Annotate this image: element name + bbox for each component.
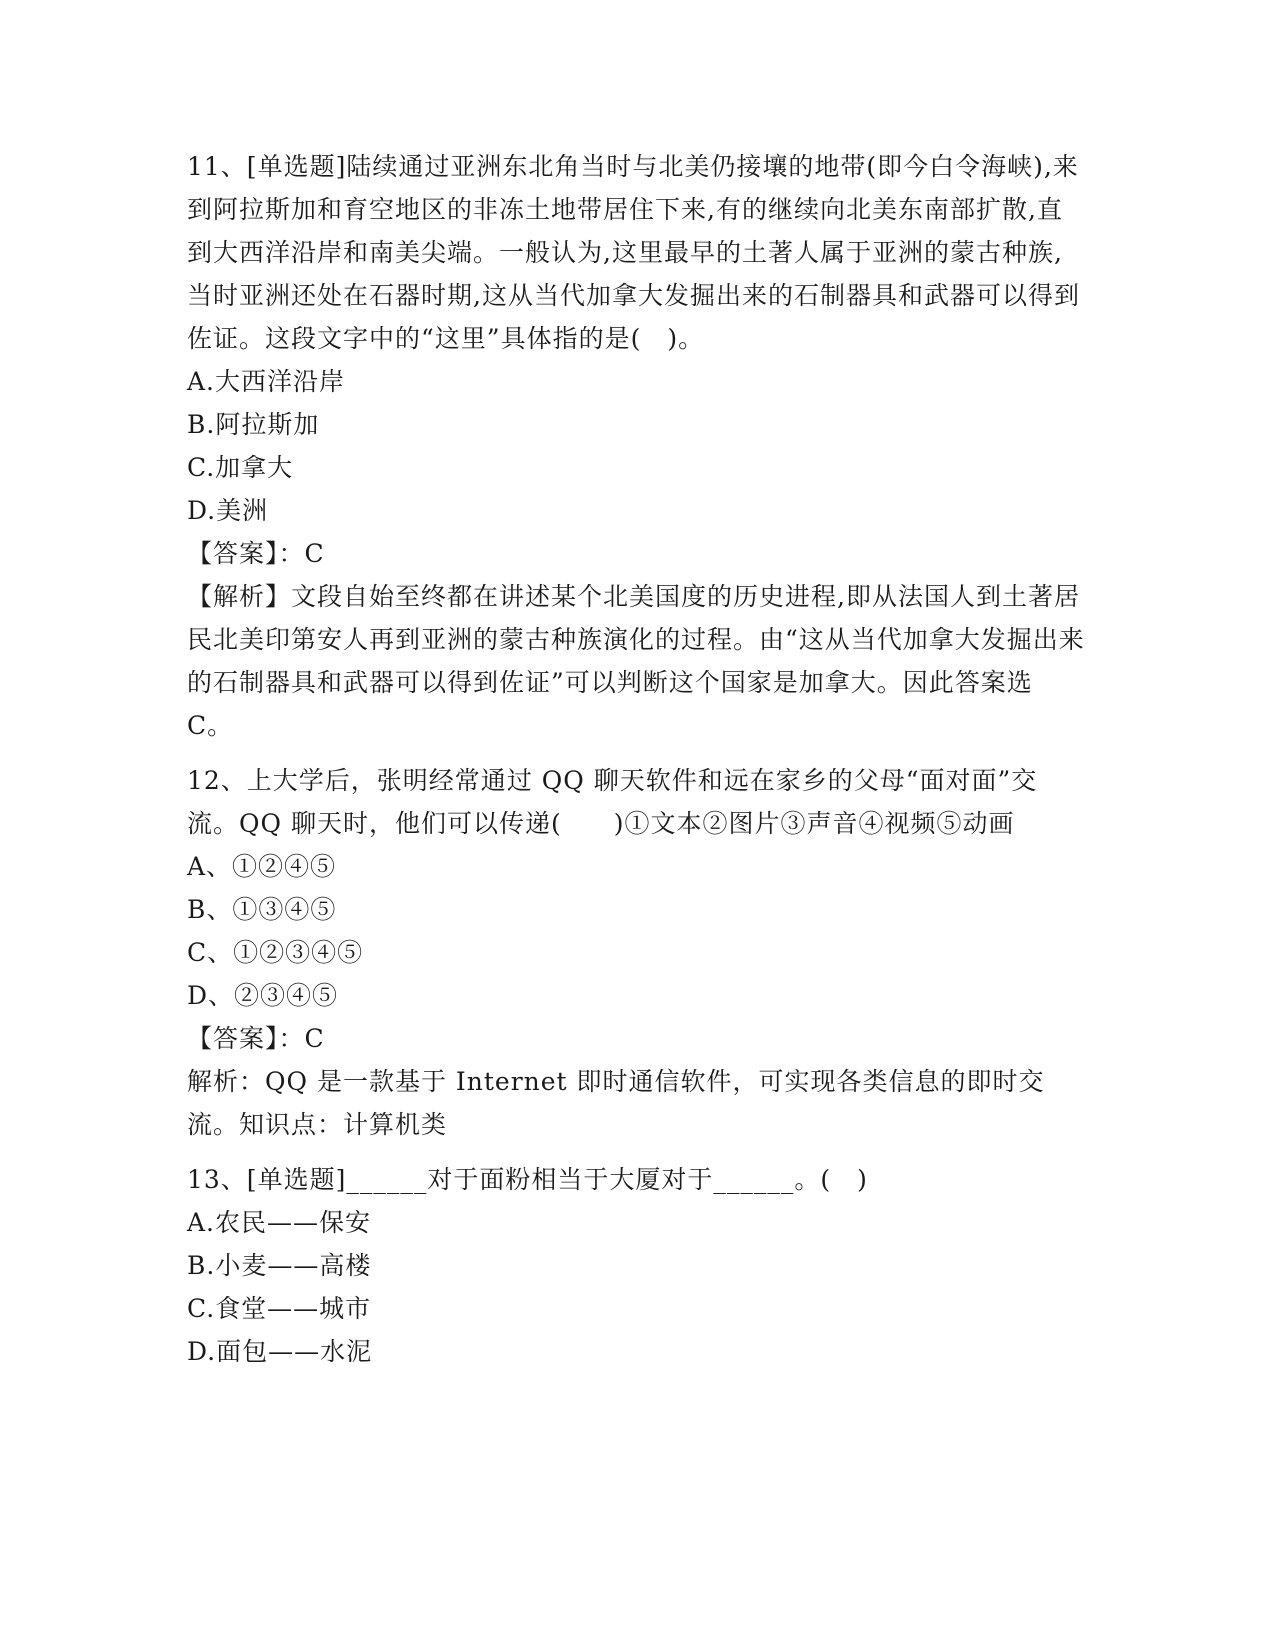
option-b: B.阿拉斯加 xyxy=(187,410,320,439)
option-d: D、②③④⑤ xyxy=(187,981,339,1010)
analysis-text: 【解析】文段自始至终都在讲述某个北美国度的历史进程,即从法国人到土著居民北美印第安人再到亚洲的蒙古种族演化的过程。由“这从当代加拿大发掘出来的石制器具和武器可以得到佐证”可以判断这个国家是加拿大。因此答案选 C。 xyxy=(187,582,1085,740)
question-spacer xyxy=(187,747,1087,759)
question-11 xyxy=(187,145,1087,747)
option-d: D.美洲 xyxy=(187,496,269,525)
question-stem: 13、[单选题]______对于面粉相当于大厦对于______。( ) xyxy=(187,1165,868,1194)
option-c: C、①②③④⑤ xyxy=(187,938,364,967)
question-13 xyxy=(187,1158,1087,1373)
question-stem: 12、上大学后，张明经常通过 QQ 聊天软件和远在家乡的父母“面对面”交流。QQ 聊天时，他们可以传递( )①文本②图片③声音④视频⑤动画 xyxy=(187,766,1038,838)
option-c: C.加拿大 xyxy=(187,453,294,482)
option-d: D.面包——水泥 xyxy=(187,1337,373,1366)
option-a: A、①②④⑤ xyxy=(187,852,337,881)
option-a: A.农民——保安 xyxy=(187,1208,372,1237)
question-spacer xyxy=(187,1146,1087,1158)
option-c: C.食堂——城市 xyxy=(187,1294,372,1323)
option-a: A.大西洋沿岸 xyxy=(187,367,346,396)
question-12 xyxy=(187,759,1087,1146)
question-list xyxy=(187,145,1087,1373)
question-stem: 11、[单选题]陆续通过亚洲东北角当时与北美仍接壤的地带(即今白令海峡),来到阿拉斯加和育空地区的非冻土地带居住下来,有的继续向北美东南部扩散,直到大西洋沿岸和南美尖端。一般认为,这里最早的土著人属于亚洲的蒙古种族,当时亚洲还处在石器时期,这从当代加拿大发掘出来的石制器具和武器可以得到佐证。这段文字中的“这里”具体指的是( )。 xyxy=(187,152,1080,353)
answer-line: 【答案】：C xyxy=(187,1024,325,1053)
analysis-text: 解析：QQ 是一款基于 Internet 即时通信软件，可实现各类信息的即时交流。知识点：计算机类 xyxy=(187,1067,1045,1139)
answer-line: 【答案】：C xyxy=(187,539,325,568)
option-b: B.小麦——高楼 xyxy=(187,1251,372,1280)
option-b: B、①③④⑤ xyxy=(187,895,337,924)
